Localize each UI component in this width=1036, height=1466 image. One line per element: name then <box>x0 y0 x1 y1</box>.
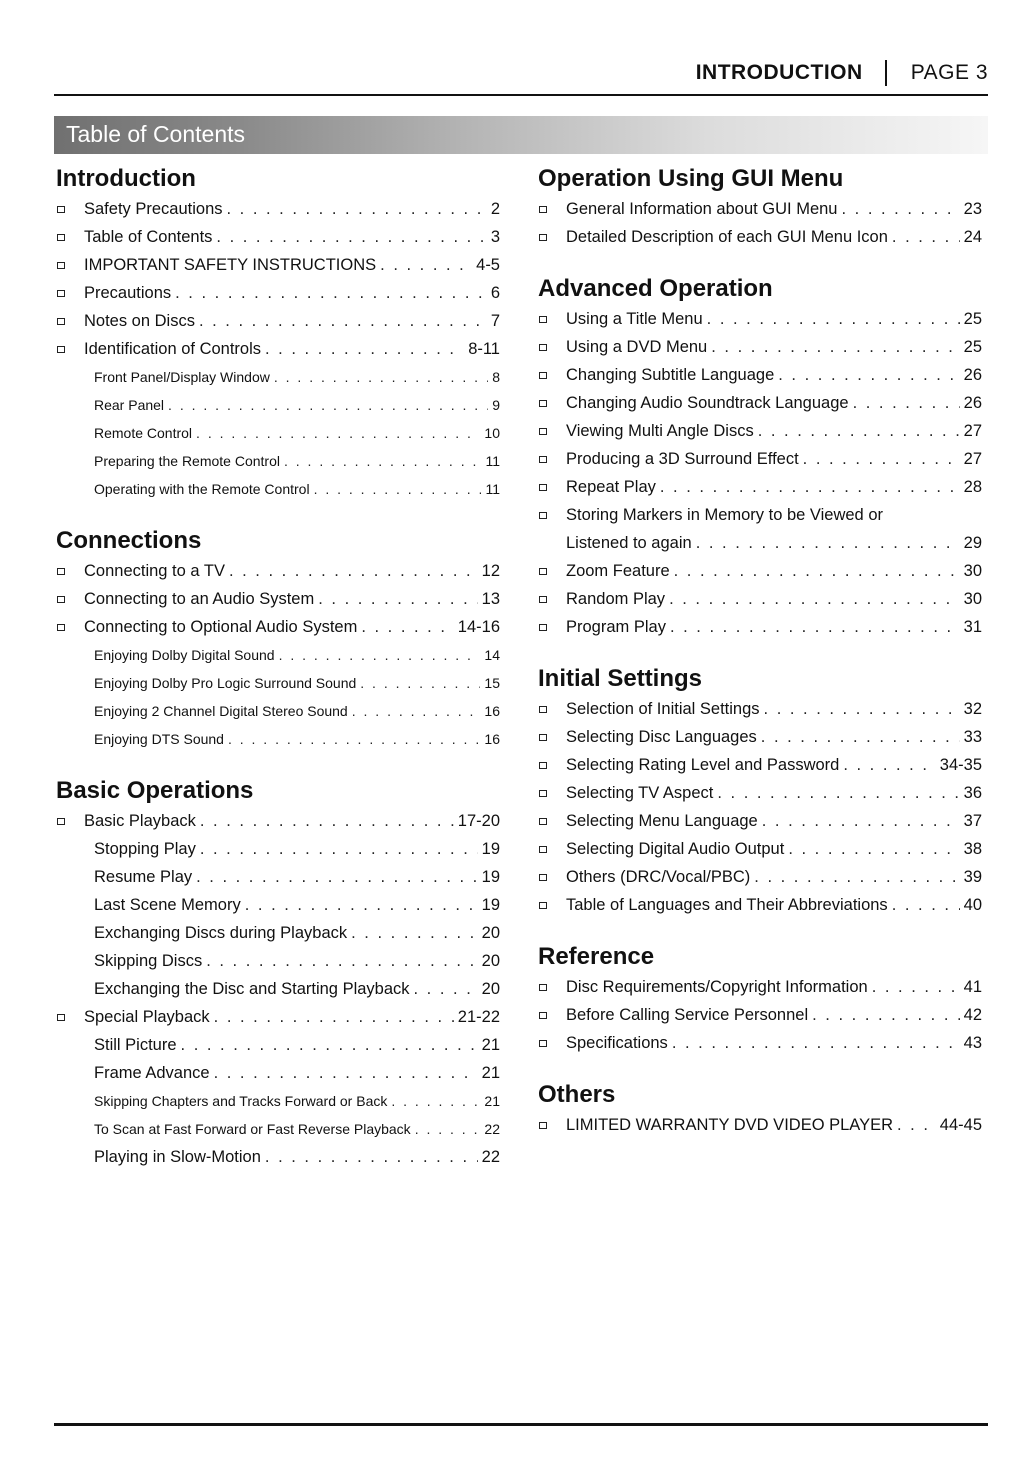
toc-entry[interactable] <box>56 279 500 307</box>
checkbox-bullet-icon <box>538 695 566 723</box>
dot-leader <box>788 835 959 863</box>
toc-entry-label: Selecting Rating Level and Password <box>566 756 840 774</box>
toc-entry-label: Connecting to an Audio System <box>84 590 315 608</box>
toc-entry-page: 16 <box>484 731 500 747</box>
dot-leader <box>351 919 478 947</box>
dot-leader <box>672 1029 960 1057</box>
dot-leader <box>361 613 453 641</box>
dot-leader <box>669 585 960 613</box>
dot-leader <box>778 361 959 389</box>
toc-entry-label: Changing Subtitle Language <box>566 366 775 384</box>
toc-entry-page: 26 <box>963 394 982 412</box>
dot-leader <box>758 417 960 445</box>
dot-leader <box>279 641 481 669</box>
toc-entry-label: To Scan at Fast Forward or Fast Reverse Playback <box>94 1121 411 1137</box>
toc-entry-page: 16 <box>484 703 500 719</box>
toc-entry-page: 10 <box>484 425 500 441</box>
checkbox-bullet-icon <box>56 251 84 279</box>
toc-entry[interactable] <box>538 223 982 251</box>
toc-entry-label: Repeat Play <box>566 478 656 496</box>
toc-entry-page: 26 <box>963 366 982 384</box>
toc-entry-label: Table of Languages and Their Abbreviations <box>566 896 888 914</box>
dot-leader <box>228 725 480 753</box>
toc-entry-label: Enjoying 2 Channel Digital Stereo Sound <box>94 703 348 719</box>
dot-leader <box>206 947 477 975</box>
toc-entry-page: 19 <box>481 868 500 886</box>
checkbox-bullet-icon <box>538 807 566 835</box>
checkbox-bullet-icon <box>538 751 566 779</box>
toc-entry-page: 40 <box>963 896 982 914</box>
checkbox-bullet-icon <box>538 333 566 361</box>
toc-entry[interactable] <box>56 335 500 363</box>
toc-entry-label: Before Calling Service Personnel <box>566 1006 809 1024</box>
dot-leader <box>415 1115 481 1143</box>
toc-entry-page: 19 <box>481 840 500 858</box>
toc-entry[interactable] <box>538 835 982 863</box>
toc-entry[interactable] <box>538 1001 982 1029</box>
dot-leader <box>175 279 487 307</box>
top-rule <box>54 94 988 96</box>
toc-entry-label: Zoom Feature <box>566 562 670 580</box>
toc-entry-label: Selecting Menu Language <box>566 812 758 830</box>
dot-leader <box>196 419 480 447</box>
toc-entry-label: Playing in Slow-Motion <box>94 1148 261 1166</box>
toc-entry-label: Detailed Description of each GUI Menu Icon <box>566 228 888 246</box>
checkbox-bullet-icon <box>538 585 566 613</box>
section-heading: Operation Using GUI Menu <box>538 165 844 192</box>
toc-entry-page: 22 <box>481 1148 500 1166</box>
toc-entry-label: Identification of Controls <box>84 340 262 358</box>
dot-leader <box>761 723 960 751</box>
toc-entry-page: 3 <box>490 228 500 246</box>
toc-banner-title: Table of Contents <box>66 121 246 147</box>
toc-entry-page: 42 <box>963 1006 982 1024</box>
dot-leader <box>872 973 960 1001</box>
toc-entry[interactable] <box>538 751 982 779</box>
checkbox-bullet-icon <box>538 1111 566 1139</box>
toc-entry[interactable] <box>56 391 500 419</box>
dot-leader <box>892 223 960 251</box>
dot-leader <box>843 751 935 779</box>
checkbox-bullet-icon <box>538 835 566 863</box>
toc-entry[interactable] <box>538 1029 982 1057</box>
toc-entry[interactable] <box>56 1143 500 1171</box>
dot-leader <box>314 475 482 503</box>
toc-entry-label: Enjoying DTS Sound <box>94 731 224 747</box>
section-heading: Basic Operations <box>56 777 254 804</box>
dot-leader <box>764 695 960 723</box>
toc-entry-label: Notes on Discs <box>84 312 195 330</box>
checkbox-bullet-icon <box>538 389 566 417</box>
toc-entry-label: Connecting to Optional Audio System <box>84 618 358 636</box>
dot-leader <box>754 863 959 891</box>
toc-entry[interactable] <box>538 695 982 723</box>
toc-entry-page: 30 <box>963 562 982 580</box>
checkbox-bullet-icon <box>56 557 84 585</box>
dot-leader <box>674 557 960 585</box>
toc-entry-page: 9 <box>492 397 500 413</box>
toc-entry[interactable] <box>56 447 500 475</box>
checkbox-bullet-icon <box>538 501 566 529</box>
dot-leader <box>199 307 487 335</box>
toc-entry-page: 4-5 <box>476 256 500 274</box>
toc-entry[interactable] <box>538 529 982 557</box>
dot-leader <box>670 613 960 641</box>
toc-entry[interactable] <box>538 417 982 445</box>
toc-entry[interactable] <box>538 501 982 529</box>
toc-entry[interactable] <box>538 891 982 919</box>
toc-entry-label: Listened to again <box>566 534 692 552</box>
checkbox-bullet-icon <box>56 335 84 363</box>
toc-entry[interactable] <box>56 1059 500 1087</box>
toc-entry-page: 30 <box>963 590 982 608</box>
toc-entry-page: 24 <box>963 228 982 246</box>
checkbox-bullet-icon <box>538 305 566 333</box>
section-heading: Introduction <box>56 165 196 192</box>
dot-leader <box>245 891 478 919</box>
toc-entry-page: 33 <box>963 728 982 746</box>
toc-entry[interactable] <box>538 863 982 891</box>
toc-section <box>56 163 500 503</box>
page-header <box>696 60 988 86</box>
toc-entry[interactable] <box>56 947 500 975</box>
dot-leader <box>841 195 959 223</box>
toc-section <box>538 941 982 1057</box>
toc-entry-label: General Information about GUI Menu <box>566 200 838 218</box>
toc-entry[interactable] <box>56 475 500 503</box>
toc-entry-label: Resume Play <box>94 868 193 886</box>
toc-entry[interactable] <box>56 863 500 891</box>
toc-entry-label: Skipping Discs <box>94 952 203 970</box>
toc-entry-page: 20 <box>481 924 500 942</box>
toc-entry-label: Operating with the Remote Control <box>94 481 310 497</box>
dot-leader <box>229 557 478 585</box>
checkbox-bullet-icon <box>56 613 84 641</box>
toc-entry-label: Selecting TV Aspect <box>566 784 714 802</box>
checkbox-bullet-icon <box>56 279 84 307</box>
dot-leader <box>318 585 477 613</box>
toc-entry-label: Stopping Play <box>94 840 196 858</box>
toc-entry-page: 44-45 <box>939 1116 982 1134</box>
toc-entry-page: 27 <box>963 422 982 440</box>
toc-entry-page: 38 <box>963 840 982 858</box>
toc-entry[interactable] <box>538 389 982 417</box>
toc-entry[interactable] <box>538 723 982 751</box>
checkbox-bullet-icon <box>538 723 566 751</box>
toc-entry-label: Disc Requirements/Copyright Information <box>566 978 868 996</box>
toc-entry[interactable] <box>56 891 500 919</box>
toc-entry-page: 20 <box>481 980 500 998</box>
toc-entry-label: Basic Playback <box>84 812 196 830</box>
toc-entry-page: 17-20 <box>457 812 500 830</box>
checkbox-bullet-icon <box>538 863 566 891</box>
toc-entry-label: Others (DRC/Vocal/PBC) <box>566 868 751 886</box>
checkbox-bullet-icon <box>56 307 84 335</box>
dot-leader <box>214 1059 478 1087</box>
toc-entry-label: Exchanging Discs during Playback <box>94 924 348 942</box>
toc-entry-label: Preparing the Remote Control <box>94 453 280 469</box>
toc-section <box>538 663 982 919</box>
toc-entry-page: 22 <box>484 1121 500 1137</box>
dot-leader <box>660 473 960 501</box>
toc-entry-label: Enjoying Dolby Digital Sound <box>94 647 275 663</box>
checkbox-bullet-icon <box>538 195 566 223</box>
dot-leader <box>892 891 960 919</box>
toc-section <box>538 273 982 641</box>
dot-leader <box>352 697 481 725</box>
toc-entry-page: 28 <box>963 478 982 496</box>
toc-entry-label: Front Panel/Display Window <box>94 369 270 385</box>
toc-entry-label: Remote Control <box>94 425 193 441</box>
toc-entry[interactable] <box>56 835 500 863</box>
checkbox-bullet-icon <box>538 223 566 251</box>
toc-entry-label: Specifications <box>566 1034 668 1052</box>
toc-entry-page: 36 <box>963 784 982 802</box>
toc-entry[interactable] <box>56 975 500 1003</box>
checkbox-bullet-icon <box>538 445 566 473</box>
toc-entry-label: Selecting Digital Audio Output <box>566 840 785 858</box>
toc-section <box>538 1079 982 1139</box>
toc-entry-label: Random Play <box>566 590 666 608</box>
toc-entry-page: 21 <box>484 1093 500 1109</box>
checkbox-bullet-icon <box>56 195 84 223</box>
toc-entry-page: 6 <box>490 284 500 302</box>
toc-entry[interactable] <box>56 307 500 335</box>
dot-leader <box>274 363 488 391</box>
checkbox-bullet-icon <box>538 417 566 445</box>
toc-entry-page: 39 <box>963 868 982 886</box>
toc-entry-page: 15 <box>484 675 500 691</box>
toc-entry[interactable] <box>56 251 500 279</box>
toc-entry-label: Safety Precautions <box>84 200 223 218</box>
toc-entry-label: Enjoying Dolby Pro Logic Surround Sound <box>94 675 357 691</box>
checkbox-bullet-icon <box>56 807 84 835</box>
toc-entry[interactable] <box>538 473 982 501</box>
toc-entry-page: 7 <box>490 312 500 330</box>
toc-entry-label: Precautions <box>84 284 172 302</box>
dot-leader <box>391 1087 480 1115</box>
dot-leader <box>168 391 488 419</box>
toc-banner <box>54 116 988 154</box>
toc-section <box>56 775 500 1171</box>
checkbox-bullet-icon <box>56 585 84 613</box>
dot-leader <box>812 1001 960 1029</box>
toc-entry-page: 25 <box>963 338 982 356</box>
toc-entry[interactable] <box>538 361 982 389</box>
toc-entry-page: 21-22 <box>457 1008 500 1026</box>
section-heading: Advanced Operation <box>538 275 773 302</box>
checkbox-bullet-icon <box>538 1001 566 1029</box>
toc-entry-page: 8 <box>492 369 500 385</box>
toc-entry-page: 37 <box>963 812 982 830</box>
toc-section <box>538 163 982 251</box>
toc-entry-page: 13 <box>481 590 500 608</box>
dot-leader <box>216 223 486 251</box>
toc-entry-label: Special Playback <box>84 1008 210 1026</box>
toc-entry[interactable] <box>56 585 500 613</box>
dot-leader <box>265 335 464 363</box>
toc-entry[interactable] <box>56 1115 500 1143</box>
dot-leader <box>717 779 959 807</box>
checkbox-bullet-icon <box>538 779 566 807</box>
toc-entry[interactable] <box>538 807 982 835</box>
dot-leader <box>762 807 960 835</box>
toc-entry[interactable] <box>56 697 500 725</box>
toc-entry-page: 14-16 <box>457 618 500 636</box>
toc-entry-page: 43 <box>963 1034 982 1052</box>
toc-entry[interactable] <box>538 557 982 585</box>
toc-entry-page: 23 <box>963 200 982 218</box>
dot-leader <box>227 195 487 223</box>
toc-entry-label: Viewing Multi Angle Discs <box>566 422 754 440</box>
toc-entry-page: 14 <box>484 647 500 663</box>
toc-entry[interactable] <box>56 1031 500 1059</box>
toc-entry[interactable] <box>56 223 500 251</box>
header-separator <box>885 60 887 86</box>
toc-entry-label: Using a Title Menu <box>566 310 703 328</box>
dot-leader <box>284 447 481 475</box>
toc-entry-label: Changing Audio Soundtrack Language <box>566 394 849 412</box>
toc-entry-page: 41 <box>963 978 982 996</box>
toc-entry-label: Frame Advance <box>94 1064 210 1082</box>
toc-entry-label: Still Picture <box>94 1036 177 1054</box>
toc-entry[interactable] <box>538 333 982 361</box>
dot-leader <box>707 305 960 333</box>
dot-leader <box>803 445 960 473</box>
toc-entry[interactable] <box>538 305 982 333</box>
toc-entry-page: 31 <box>963 618 982 636</box>
toc-entry[interactable] <box>56 669 500 697</box>
section-heading: Others <box>538 1081 616 1108</box>
dot-leader <box>360 669 480 697</box>
toc-entry[interactable] <box>56 919 500 947</box>
checkbox-bullet-icon <box>538 891 566 919</box>
toc-entry[interactable] <box>56 419 500 447</box>
toc-entry-label: Exchanging the Disc and Starting Playback <box>94 980 410 998</box>
bottom-rule <box>54 1423 988 1426</box>
toc-entry-page: 12 <box>481 562 500 580</box>
toc-right-column <box>538 163 982 1161</box>
checkbox-bullet-icon <box>538 1029 566 1057</box>
toc-entry-label: Selection of Initial Settings <box>566 700 760 718</box>
checkbox-bullet-icon <box>56 1003 84 1031</box>
toc-entry[interactable] <box>56 807 500 835</box>
toc-entry[interactable] <box>538 445 982 473</box>
toc-entry-label: Storing Markers in Memory to be Viewed or <box>566 506 883 524</box>
toc-entry-label: Last Scene Memory <box>94 896 241 914</box>
toc-entry-label: LIMITED WARRANTY DVD VIDEO PLAYER <box>566 1116 894 1134</box>
toc-entry[interactable] <box>56 613 500 641</box>
toc-entry[interactable] <box>56 1003 500 1031</box>
toc-section <box>56 525 500 753</box>
dot-leader <box>897 1111 936 1139</box>
toc-left-column <box>56 163 500 1193</box>
toc-entry-page: 8-11 <box>468 340 500 358</box>
dot-leader <box>196 863 478 891</box>
toc-entry-page: 19 <box>481 896 500 914</box>
toc-entry-label: Rear Panel <box>94 397 165 413</box>
toc-entry-label: Program Play <box>566 618 666 636</box>
checkbox-bullet-icon <box>538 613 566 641</box>
toc-entry-label: Skipping Chapters and Tracks Forward or Back <box>94 1093 388 1109</box>
toc-entry-page: 11 <box>485 453 500 469</box>
header-page-number: PAGE 3 <box>910 61 988 84</box>
section-heading: Connections <box>56 527 202 554</box>
dot-leader <box>696 529 960 557</box>
toc-entry-page: 11 <box>485 481 500 497</box>
dot-leader <box>414 975 478 1003</box>
dot-leader <box>380 251 472 279</box>
toc-entry-label: IMPORTANT SAFETY INSTRUCTIONS <box>84 256 377 274</box>
toc-entry[interactable] <box>538 779 982 807</box>
toc-entry[interactable] <box>538 585 982 613</box>
section-heading: Initial Settings <box>538 665 703 692</box>
checkbox-bullet-icon <box>56 223 84 251</box>
toc-entry-label: Producing a 3D Surround Effect <box>566 450 799 468</box>
toc-entry-page: 25 <box>963 310 982 328</box>
toc-entry-page: 34-35 <box>939 756 982 774</box>
toc-entry[interactable] <box>538 1111 982 1139</box>
dot-leader <box>200 807 454 835</box>
toc-entry[interactable] <box>538 973 982 1001</box>
dot-leader <box>200 835 478 863</box>
dot-leader <box>181 1031 478 1059</box>
toc-entry-page: 21 <box>481 1036 500 1054</box>
toc-entry[interactable] <box>56 363 500 391</box>
toc-entry[interactable] <box>56 195 500 223</box>
checkbox-bullet-icon <box>538 473 566 501</box>
dot-leader <box>711 333 959 361</box>
dot-leader <box>214 1003 454 1031</box>
toc-entry-page: 29 <box>963 534 982 552</box>
checkbox-bullet-icon <box>538 557 566 585</box>
toc-entry[interactable] <box>56 641 500 669</box>
toc-entry-page: 2 <box>490 200 500 218</box>
toc-entry-page: 32 <box>963 700 982 718</box>
toc-entry[interactable] <box>538 613 982 641</box>
toc-entry-page: 20 <box>481 952 500 970</box>
checkbox-bullet-icon <box>538 361 566 389</box>
toc-entry[interactable] <box>56 1087 500 1115</box>
toc-entry[interactable] <box>538 195 982 223</box>
toc-entry[interactable] <box>56 557 500 585</box>
toc-entry[interactable] <box>56 725 500 753</box>
checkbox-bullet-icon <box>538 973 566 1001</box>
section-heading: Reference <box>538 943 655 970</box>
dot-leader <box>853 389 960 417</box>
header-section-title: INTRODUCTION <box>695 61 863 84</box>
toc-entry-label: Selecting Disc Languages <box>566 728 757 746</box>
toc-entry-label: Table of Contents <box>84 228 213 246</box>
toc-entry-label: Connecting to a TV <box>84 562 225 580</box>
toc-entry-page: 27 <box>963 450 982 468</box>
toc-entry-page: 21 <box>481 1064 500 1082</box>
toc-entry-label: Using a DVD Menu <box>566 338 708 356</box>
dot-leader <box>265 1143 478 1171</box>
